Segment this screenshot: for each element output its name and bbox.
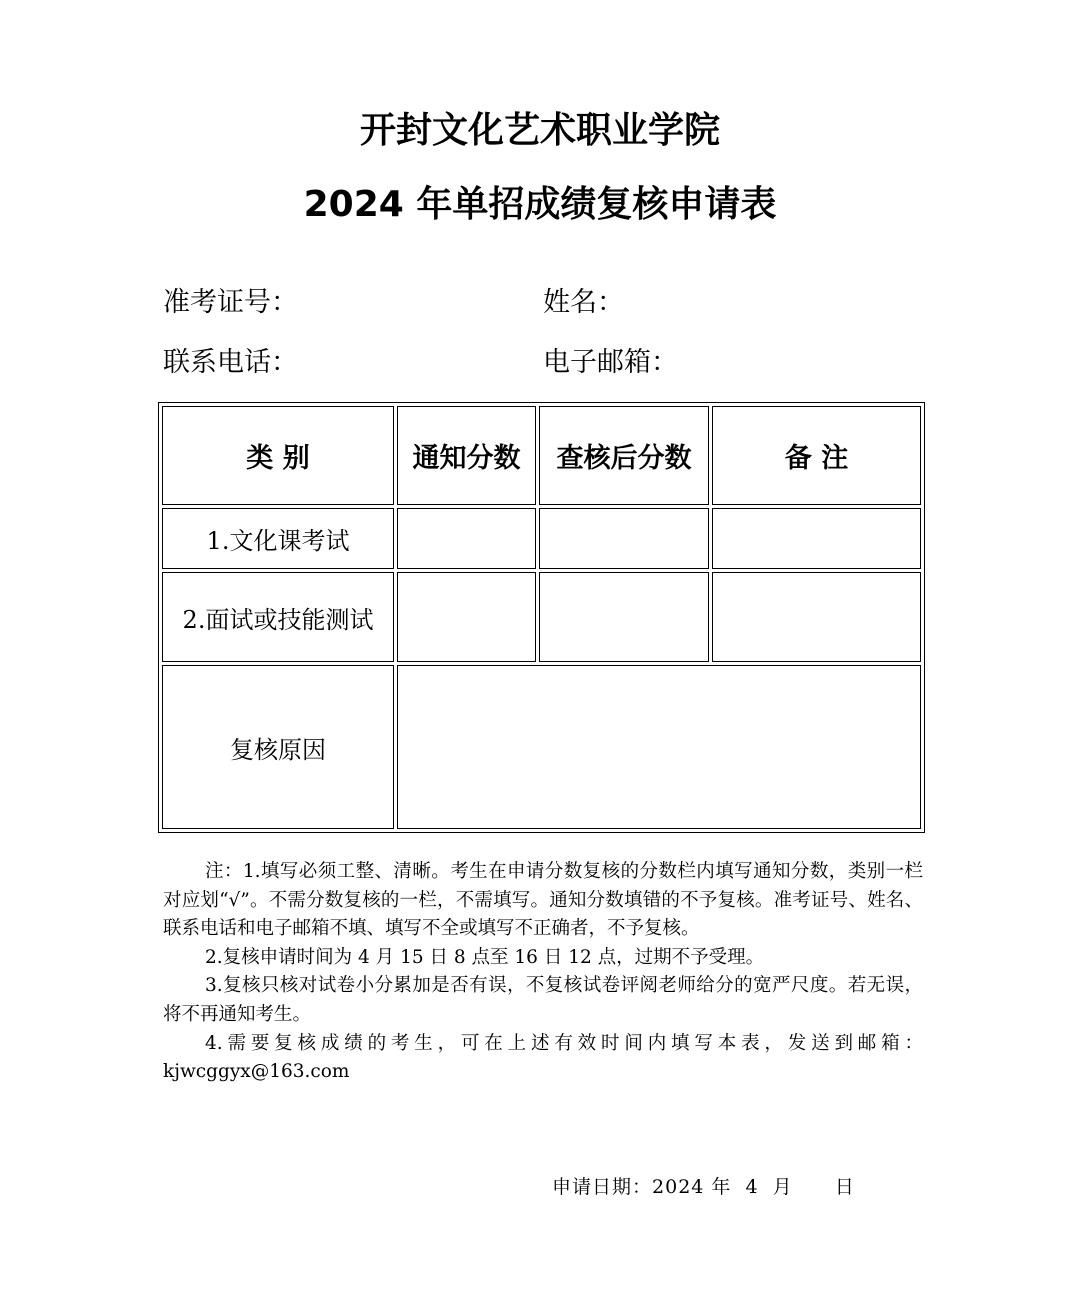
table-header-row [162, 406, 921, 505]
exam-id-label: 准考证号： [163, 287, 298, 318]
table-row [162, 665, 921, 829]
cell-reviewed-score[interactable] [539, 508, 709, 569]
cell-remarks[interactable] [712, 508, 921, 569]
date-label: 申请日期： [552, 1176, 653, 1198]
row-label-culture-exam: 1.文化课考试 [162, 508, 394, 569]
cell-notified-score[interactable] [397, 508, 536, 569]
note-4: 4.需要复核成绩的考生，可在上述有效时间内填写本表，发送到邮箱：kjwcggyx@163.com [163, 1032, 923, 1083]
header-remarks: 备 注 [712, 406, 921, 505]
notes-section [163, 858, 923, 1087]
score-review-table [158, 402, 925, 833]
header-notified-score: 通知分数 [397, 406, 536, 505]
date-value: 2024 年 4 月 日 [652, 1176, 855, 1198]
row-label-review-reason: 复核原因 [162, 665, 394, 829]
application-date [552, 1172, 855, 1199]
note-1: 注：1.填写必须工整、清晰。考生在申请分数复核的分数栏内填写通知分数，类别一栏对应划“√”。不需分数复核的一栏，不需填写。通知分数填错的不予复核。准考证号、姓名、联系电话和电子邮箱不填、填写不全或填写不正确者，不予复核。 [163, 861, 923, 940]
name-label: 姓名： [543, 287, 624, 318]
phone-label: 联系电话： [163, 347, 298, 378]
form-title: 2024 年单招成绩复核申请表 [303, 184, 777, 225]
cell-remarks[interactable] [712, 572, 921, 662]
row-label-interview-skill-test: 2.面试或技能测试 [162, 572, 394, 662]
cell-review-reason[interactable] [397, 665, 921, 829]
note-3: 3.复核只核对试卷小分累加是否有误，不复核试卷评阅老师给分的宽严尺度。若无误，将不再通知考生。 [163, 975, 923, 1025]
table-row [162, 508, 921, 569]
table-row [162, 572, 921, 662]
note-2: 2.复核申请时间为 4 月 15 日 8 点至 16 日 12 点，过期不予受理。 [205, 946, 765, 968]
cell-notified-score[interactable] [397, 572, 536, 662]
cell-reviewed-score[interactable] [539, 572, 709, 662]
school-name: 开封文化艺术职业学院 [359, 110, 720, 151]
email-label: 电子邮箱： [543, 347, 678, 378]
header-reviewed-score: 查核后分数 [539, 406, 709, 505]
header-category: 类 别 [162, 406, 394, 505]
